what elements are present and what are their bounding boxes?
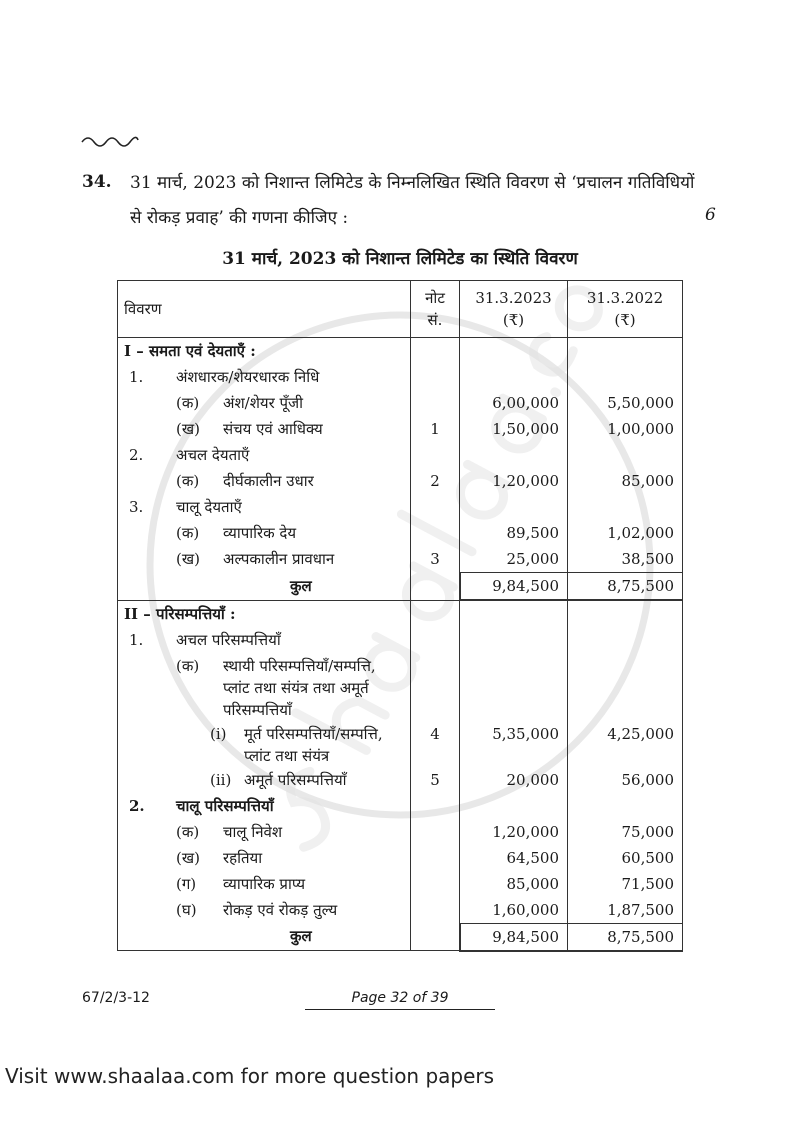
row-label: अचल परिसम्पत्तियाँ (176, 630, 281, 649)
row-note (411, 845, 460, 871)
row-value-2022: 1,87,500 (568, 897, 683, 924)
row-note (411, 923, 460, 951)
row-value-2023 (460, 793, 568, 819)
row-value-2023: 1,20,000 (460, 468, 568, 494)
row-value-2022: 1,02,000 (568, 520, 683, 546)
row-label: चालू निवेश (223, 822, 283, 841)
row-particulars (118, 767, 411, 793)
header-note-line2: सं. (427, 311, 443, 329)
table-row (118, 442, 683, 468)
table-row (118, 494, 683, 520)
row-particulars (118, 897, 411, 924)
row-label: स्थायी परिसम्पत्तियाँ/सम्पत्ति, प्लांट तथा संयंत्र तथा अमूर्त परिसम्पत्तियाँ (223, 656, 376, 719)
row-marker: (ख) (176, 550, 200, 568)
row-label: मूर्त परिसम्पत्तियाँ/सम्पत्ति, प्लांट तथा संयंत्र (244, 724, 383, 765)
row-particulars (118, 494, 411, 520)
row-note (411, 600, 460, 627)
row-marker: (क) (176, 524, 200, 542)
row-value-2023 (460, 600, 568, 627)
table-row (118, 520, 683, 546)
row-note (411, 494, 460, 520)
row-particulars (118, 871, 411, 897)
header-2022 (568, 281, 683, 338)
row-marker: (ख) (176, 848, 200, 867)
row-particulars (118, 923, 411, 951)
row-note (411, 871, 460, 897)
row-marker: 3. (129, 498, 144, 516)
row-value-2022: 5,50,000 (568, 390, 683, 416)
row-value-2023: 25,000 (460, 546, 568, 573)
row-note (411, 364, 460, 390)
row-value-2023: 64,500 (460, 845, 568, 871)
row-value-2023: 1,60,000 (460, 897, 568, 924)
row-value-2022: 75,000 (568, 819, 683, 845)
row-value-2023: 9,84,500 (460, 573, 568, 601)
question-marks: 6 (705, 205, 716, 225)
row-label: कुल (290, 927, 312, 945)
table-header-row (118, 281, 683, 338)
row-note (411, 627, 460, 653)
row-marker: (ग) (176, 874, 197, 893)
row-value-2022: 38,500 (568, 546, 683, 573)
row-particulars (118, 819, 411, 845)
row-note: 4 (411, 721, 460, 767)
row-value-2023: 89,500 (460, 520, 568, 546)
page-number: Page 32 of 39 (305, 990, 495, 1010)
row-marker: (घ) (176, 900, 197, 919)
row-value-2022 (568, 793, 683, 819)
table-row (118, 871, 683, 897)
row-marker: (ख) (176, 420, 200, 438)
row-value-2023: 85,000 (460, 871, 568, 897)
section-heading-row (118, 600, 683, 627)
row-value-2023: 5,35,000 (460, 721, 568, 767)
row-label: II – परिसम्पत्तियाँ : (124, 604, 236, 623)
row-value-2022: 71,500 (568, 871, 683, 897)
row-note (411, 897, 460, 924)
row-value-2022 (568, 627, 683, 653)
row-label: व्यापारिक प्राप्य (223, 874, 306, 893)
row-value-2022 (568, 338, 683, 365)
visit-link[interactable]: Visit www.shaalaa.com for more question papers (5, 1064, 495, 1088)
row-value-2023: 6,00,000 (460, 390, 568, 416)
row-label: चालू देयताएँ (176, 498, 242, 516)
row-note (411, 793, 460, 819)
wave-mark-icon (80, 130, 140, 150)
row-particulars (118, 364, 411, 390)
row-marker: (ii) (210, 770, 232, 789)
row-value-2022: 8,75,500 (568, 573, 683, 601)
row-value-2022: 8,75,500 (568, 923, 683, 951)
table-row (118, 468, 683, 494)
table-row (118, 897, 683, 924)
row-label: अमूर्त परिसम्पत्तियाँ (244, 770, 347, 789)
paper-code: 67/2/3-12 (82, 990, 150, 1006)
row-label: संचय एवं आधिक्य (223, 420, 323, 438)
row-marker: (क) (176, 656, 200, 675)
row-value-2022: 56,000 (568, 767, 683, 793)
row-value-2023 (460, 442, 568, 468)
row-note (411, 819, 460, 845)
row-value-2022: 60,500 (568, 845, 683, 871)
row-value-2022: 85,000 (568, 468, 683, 494)
header-2023-currency: (₹) (502, 311, 525, 329)
header-2022-currency: (₹) (614, 311, 636, 329)
row-label: रहतिया (223, 848, 263, 867)
row-note (411, 442, 460, 468)
row-particulars (118, 600, 411, 627)
row-value-2022 (568, 442, 683, 468)
row-label: अंशधारक/शेयरधारक निधि (176, 368, 320, 386)
row-particulars (118, 520, 411, 546)
row-marker: 2. (129, 446, 144, 464)
header-note (411, 281, 460, 338)
row-particulars (118, 442, 411, 468)
balance-sheet-table (117, 280, 683, 952)
header-2023 (460, 281, 568, 338)
row-note: 3 (411, 546, 460, 573)
row-note (411, 338, 460, 365)
row-particulars (118, 845, 411, 871)
row-label: अल्पकालीन प्रावधान (223, 550, 335, 568)
row-label: अचल देयताएँ (176, 446, 250, 464)
header-note-line1: नोट (425, 289, 445, 307)
row-label: व्यापारिक देय (223, 524, 297, 542)
row-value-2023 (460, 338, 568, 365)
row-marker: 1. (129, 368, 144, 386)
table-row (118, 845, 683, 871)
row-marker: (क) (176, 822, 200, 841)
row-note (411, 390, 460, 416)
row-label: कुल (290, 576, 312, 595)
row-value-2022: 1,00,000 (568, 416, 683, 442)
row-value-2023: 20,000 (460, 767, 568, 793)
header-2022-date: 31.3.2022 (586, 289, 664, 307)
row-value-2023 (460, 653, 568, 721)
row-marker: (i) (210, 724, 227, 743)
question-number: 34. (82, 172, 112, 192)
total-row (118, 923, 683, 951)
table-row (118, 416, 683, 442)
row-note (411, 520, 460, 546)
row-value-2023 (460, 494, 568, 520)
row-note (411, 573, 460, 601)
row-note: 1 (411, 416, 460, 442)
row-particulars (118, 573, 411, 601)
section-heading-row (118, 338, 683, 365)
row-value-2023: 9,84,500 (460, 923, 568, 951)
row-marker: 2. (129, 796, 145, 815)
row-value-2022 (568, 653, 683, 721)
row-label: अंश/शेयर पूँजी (223, 394, 304, 412)
row-particulars (118, 653, 411, 721)
question-text-line1: 31 मार्च, 2023 को निशान्त लिमिटेड के निम्नलिखित स्थिति विवरण से ‘प्रचालन गतिविधियों (130, 173, 695, 193)
row-label: दीर्घकालीन उधार (223, 472, 314, 490)
row-value-2022 (568, 364, 683, 390)
row-particulars (118, 338, 411, 365)
row-value-2022 (568, 600, 683, 627)
row-marker: (क) (176, 394, 200, 412)
row-particulars (118, 390, 411, 416)
row-particulars (118, 546, 411, 573)
row-value-2023 (460, 627, 568, 653)
table-row (118, 546, 683, 573)
row-particulars (118, 416, 411, 442)
row-label: चालू परिसम्पत्तियाँ (176, 796, 274, 815)
question-text-line2: से रोकड़ प्रवाह’ की गणना कीजिए : (130, 208, 349, 228)
row-particulars (118, 468, 411, 494)
row-note (411, 653, 460, 721)
total-row (118, 573, 683, 601)
table-row (118, 819, 683, 845)
row-value-2023: 1,50,000 (460, 416, 568, 442)
row-note: 2 (411, 468, 460, 494)
row-particulars (118, 793, 411, 819)
row-marker: (क) (176, 472, 200, 490)
table-row (118, 627, 683, 653)
row-particulars (118, 721, 411, 767)
row-note: 5 (411, 767, 460, 793)
row-value-2023: 1,20,000 (460, 819, 568, 845)
table-row (118, 767, 683, 793)
table-row (118, 793, 683, 819)
table-row (118, 364, 683, 390)
row-label: I – समता एवं देयताएँ : (124, 342, 256, 360)
table-title: 31 मार्च, 2023 को निशान्त लिमिटेड का स्थिति विवरण (222, 249, 578, 269)
row-marker: 1. (129, 630, 144, 649)
table-row (118, 721, 683, 767)
row-value-2022: 4,25,000 (568, 721, 683, 767)
header-2023-date: 31.3.2023 (475, 289, 552, 307)
table-row (118, 390, 683, 416)
header-particulars: विवरण (118, 281, 411, 338)
row-label: रोकड़ एवं रोकड़ तुल्य (223, 900, 338, 919)
row-particulars (118, 627, 411, 653)
row-value-2022 (568, 494, 683, 520)
table-row (118, 653, 683, 721)
row-value-2023 (460, 364, 568, 390)
